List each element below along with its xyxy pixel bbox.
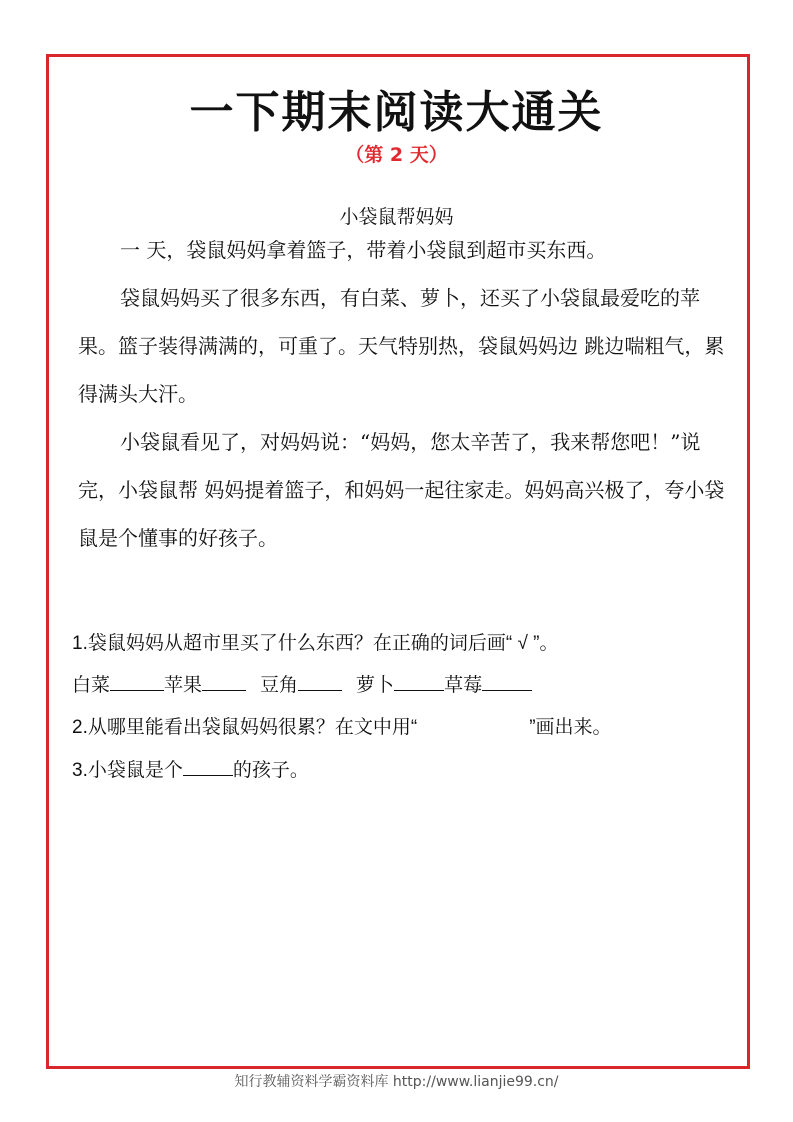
question-2 [72, 712, 612, 739]
answer-blank[interactable] [482, 672, 532, 691]
answer-blank[interactable] [202, 672, 246, 691]
paragraph-text: 袋鼠妈妈买了很多东西，有白菜、萝卜，还买了小袋鼠最爱吃的苹果。篮子装得满满的，可重了。天气特别热，袋鼠妈妈边 跳边喘粗气，累得满头大汗。 [78, 286, 725, 406]
option-label: 草莓 [444, 675, 483, 696]
question-3-text-end: 的孩子。 [232, 760, 309, 781]
answer-blank[interactable] [183, 757, 233, 776]
day-subtitle: （第 2 天） [345, 144, 448, 166]
option-label: 萝卜 [356, 675, 395, 696]
option-label: 豆角 [260, 675, 299, 696]
paragraph-text: 一 天，袋鼠妈妈拿着篮子，带着小袋鼠到超市买东西。 [120, 238, 607, 262]
option-label: 苹果 [164, 675, 203, 696]
answer-blank[interactable] [110, 672, 164, 691]
paragraph-text: 小袋鼠看见了，对妈妈说：“妈妈，您太辛苦了，我来帮您吧！”说完，小袋鼠帮 妈妈提着篮子，和妈妈一起往家走。妈妈高兴极了，夸小袋鼠是个懂事的好孩子。 [78, 430, 725, 550]
question-3 [72, 755, 309, 782]
answer-blank[interactable] [298, 672, 342, 691]
story-paragraph-3 [78, 418, 726, 562]
question-1: 1.袋鼠妈妈从超市里买了什么东西？在正确的词后画“ √ ”。 [72, 633, 559, 654]
question-3-text: 3.小袋鼠是个 [72, 760, 183, 781]
footer-watermark: 知行教辅资料学霸资料库 http://www.lianjie99.cn/ [234, 1074, 559, 1090]
question-2-text: 2.从哪里能看出袋鼠妈妈很累？在文中用“ [72, 717, 418, 738]
story-paragraph-1 [78, 226, 726, 274]
question-1-options [72, 670, 532, 697]
story-paragraph-2 [78, 274, 726, 418]
answer-blank[interactable] [394, 672, 444, 691]
option-label: 白菜 [72, 675, 111, 696]
question-2-text-end: ”画出来。 [529, 717, 612, 738]
story-title: 小袋鼠帮妈妈 [339, 206, 454, 228]
page-title: 一下期末阅读大通关 [189, 87, 604, 138]
